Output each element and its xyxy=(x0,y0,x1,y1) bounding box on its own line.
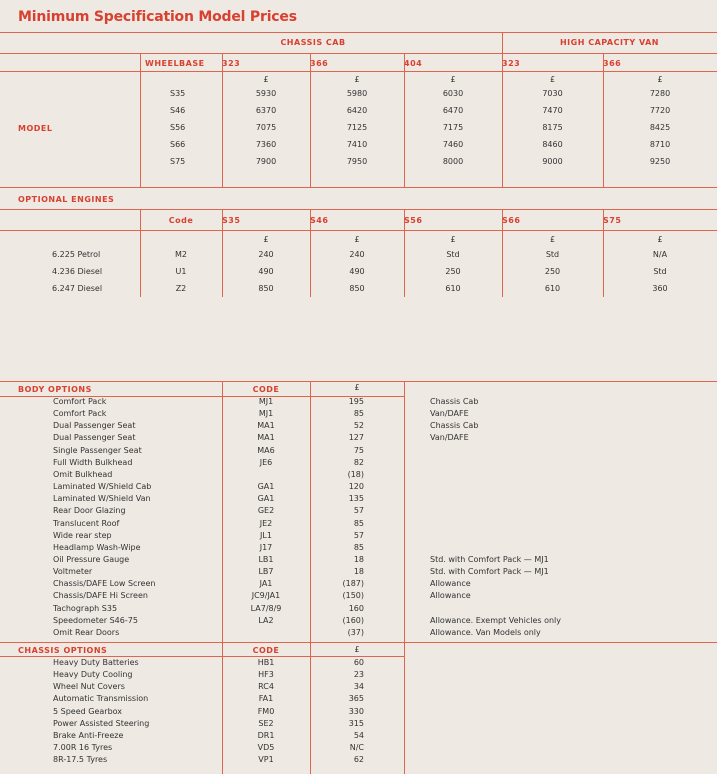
chassis-option-price: 34 xyxy=(353,682,364,692)
price-cell: 5980 xyxy=(346,89,368,98)
body-options-heading: BODY OPTIONS xyxy=(18,385,92,394)
body-option-code: GE2 xyxy=(257,506,275,516)
price-cell: 8460 xyxy=(542,140,563,149)
model-name: S66 xyxy=(170,140,186,149)
model-name: S46 xyxy=(170,106,186,115)
price-cell: 7410 xyxy=(346,140,368,149)
body-option-price: 52 xyxy=(353,421,364,431)
body-option-name: Comfort Pack xyxy=(53,409,107,419)
body-option-note: Std. with Comfort Pack — MJ1 xyxy=(430,554,549,564)
body-option-name: Comfort Pack xyxy=(53,397,107,406)
price-cell: 8000 xyxy=(442,157,464,166)
price-cell: 7280 xyxy=(649,89,671,98)
body-option-name: Chassis/DAFE Low Screen xyxy=(53,579,156,589)
price-cell: 7460 xyxy=(442,140,464,149)
body-option-code: MA1 xyxy=(257,421,275,431)
body-option-note: Std. with Comfort Pack — MJ1 xyxy=(430,567,549,577)
body-option-name: Tachograph S35 xyxy=(53,603,118,613)
body-option-note: Allowance xyxy=(430,579,471,589)
body-option-name: Dual Passenger Seat xyxy=(53,421,136,431)
body-option-note: Van/DAFE xyxy=(430,433,469,443)
engine-price-cell: 490 xyxy=(258,267,274,276)
body-option-price: 85 xyxy=(353,409,364,419)
body-option-note: Chassis Cab xyxy=(430,397,479,406)
body-option-name: Wide rear step xyxy=(53,530,112,540)
chassis-option-name: Heavy Duty Batteries xyxy=(53,658,139,667)
divider xyxy=(404,381,405,774)
currency-symbol: £ xyxy=(549,235,556,244)
body-option-price: 85 xyxy=(353,542,364,552)
currency-symbol: £ xyxy=(354,75,360,84)
engine-name: 6.247 Diesel xyxy=(52,284,103,293)
body-option-name: Headlamp Wash-Wipe xyxy=(53,542,141,552)
chassis-option-code: VP1 xyxy=(258,755,274,765)
wheelbase-column-header: 366 xyxy=(310,59,329,68)
engine-model-header: S35 xyxy=(222,216,241,225)
currency-symbol: £ xyxy=(450,75,456,84)
price-cell: 6370 xyxy=(255,106,277,115)
body-option-name: Dual Passenger Seat xyxy=(53,433,136,443)
chassis-option-code: SE2 xyxy=(258,718,274,728)
chassis-option-name: 5 Speed Gearbox xyxy=(53,706,123,716)
engine-price-cell: 850 xyxy=(258,284,274,293)
chassis-option-price: 315 xyxy=(348,718,364,728)
price-cell: 7900 xyxy=(255,157,277,166)
divider xyxy=(310,53,311,187)
body-option-code: MA6 xyxy=(257,445,275,455)
engine-model-header: S75 xyxy=(603,216,622,225)
body-option-name: Chassis/DAFE Hi Screen xyxy=(53,591,148,601)
engine-price-cell: 610 xyxy=(544,284,561,293)
chassis-options-heading: CHASSIS OPTIONS xyxy=(18,646,108,655)
wheelbase-column-header: 366 xyxy=(603,59,622,68)
chassis-option-code: FM0 xyxy=(257,706,275,716)
body-option-code: J17 xyxy=(259,542,273,552)
body-option-name: Voltmeter xyxy=(53,567,93,577)
engine-model-header: S46 xyxy=(310,216,329,225)
body-option-name: Laminated W/Shield Cab xyxy=(53,482,152,492)
chassis-option-name: Power Assisted Steering xyxy=(53,718,150,728)
price-cell: 6030 xyxy=(442,89,464,98)
engine-price-cell: 250 xyxy=(445,267,461,276)
body-option-name: Omit Bulkhead xyxy=(53,469,113,479)
body-option-price: (187) xyxy=(342,579,364,589)
engine-code: M2 xyxy=(175,250,187,259)
body-option-price: 57 xyxy=(353,530,364,540)
chassis-option-price: 54 xyxy=(353,730,364,740)
chassis-option-name: Wheel Nut Covers xyxy=(53,682,125,692)
price-cell: 7175 xyxy=(442,123,464,132)
engine-code-header: Code xyxy=(168,216,194,225)
chassis-option-code: VD5 xyxy=(257,743,275,753)
model-label: MODEL xyxy=(18,124,53,133)
engine-model-header: S56 xyxy=(404,216,423,225)
divider xyxy=(0,187,717,188)
chassis-option-code: HF3 xyxy=(258,670,274,680)
body-option-price: 160 xyxy=(348,603,364,613)
body-option-code: LB1 xyxy=(258,554,274,564)
body-option-note: Chassis Cab xyxy=(430,421,479,431)
price-cell: 7950 xyxy=(346,157,368,166)
divider xyxy=(0,656,404,657)
divider xyxy=(0,642,717,643)
price-cell: 9000 xyxy=(542,157,563,166)
price-cell: 7030 xyxy=(542,89,563,98)
price-cell: 6470 xyxy=(442,106,464,115)
chassis-option-price: 62 xyxy=(353,755,364,765)
currency-symbol: £ xyxy=(354,235,360,244)
body-option-name: Speedometer S46-75 xyxy=(53,615,138,625)
body-option-price: 195 xyxy=(348,397,364,406)
currency-symbol: £ xyxy=(549,75,556,84)
chassis-option-price: 23 xyxy=(353,670,364,680)
body-option-code: MJ1 xyxy=(258,397,274,406)
body-option-code: JA1 xyxy=(259,579,273,589)
body-option-code: JE2 xyxy=(259,518,273,528)
body-option-price: 57 xyxy=(353,506,364,516)
engine-price-cell: 360 xyxy=(652,284,668,293)
currency-symbol: £ xyxy=(657,235,663,244)
body-option-name: Single Passenger Seat xyxy=(53,445,142,455)
body-option-price: (150) xyxy=(342,591,364,601)
price-cell: 8425 xyxy=(649,123,671,132)
body-option-name: Full Width Bulkhead xyxy=(53,457,133,467)
high-capacity-van-header: HIGH CAPACITY VAN xyxy=(559,38,660,47)
chassis-option-code: DR1 xyxy=(257,730,275,740)
body-option-price: 18 xyxy=(353,554,364,564)
body-option-note: Allowance. Van Models only xyxy=(430,627,541,637)
divider xyxy=(0,32,717,33)
divider xyxy=(0,71,717,72)
engine-price-cell: N/A xyxy=(652,250,668,259)
chassis-cab-header: CHASSIS CAB xyxy=(280,38,346,47)
wheelbase-column-header: 323 xyxy=(222,59,241,68)
price-cell: 6420 xyxy=(346,106,368,115)
divider xyxy=(0,209,717,210)
price-cell: 7125 xyxy=(346,123,368,132)
divider xyxy=(0,230,717,231)
chassis-option-price: 365 xyxy=(348,694,364,704)
engine-price-cell: 240 xyxy=(258,250,274,259)
body-option-code: LB7 xyxy=(258,567,274,577)
wheelbase-column-header: 404 xyxy=(404,59,423,68)
wheelbase-label: WHEELBASE xyxy=(145,59,205,68)
chassis-option-name: Brake Anti-Freeze xyxy=(53,730,124,740)
price-cell: 5930 xyxy=(255,89,277,98)
currency-symbol: £ xyxy=(263,75,269,84)
body-option-price: 85 xyxy=(353,518,364,528)
body-option-name: Oil Pressure Gauge xyxy=(53,554,130,564)
body-option-code: JE6 xyxy=(259,457,273,467)
divider xyxy=(404,53,405,187)
body-option-price: (37) xyxy=(347,627,364,637)
chassis-option-price: 330 xyxy=(348,706,364,716)
body-option-name: Rear Door Glazing xyxy=(53,506,126,516)
chassis-option-code: FA1 xyxy=(258,694,274,704)
engine-price-cell: 490 xyxy=(349,267,365,276)
body-option-price: 82 xyxy=(353,457,364,467)
divider xyxy=(140,53,141,187)
chassis-option-price: N/C xyxy=(349,743,364,753)
body-option-price: 18 xyxy=(353,567,364,577)
model-name: S75 xyxy=(170,157,186,166)
body-option-note: Allowance. Exempt Vehicles only xyxy=(430,615,561,625)
chassis-option-code: RC4 xyxy=(258,682,274,692)
body-option-price: 127 xyxy=(348,433,364,443)
body-option-name: Translucent Roof xyxy=(53,518,120,528)
body-option-name: Laminated W/Shield Van xyxy=(53,494,151,504)
body-option-price: (160) xyxy=(342,615,364,625)
engine-price-cell: 850 xyxy=(349,284,365,293)
body-option-note: Allowance xyxy=(430,591,471,601)
price-cell: 7470 xyxy=(542,106,563,115)
divider xyxy=(603,53,604,187)
body-option-price: 135 xyxy=(348,494,364,504)
chassis-option-name: Heavy Duty Cooling xyxy=(53,670,133,680)
body-option-code: LA2 xyxy=(258,615,274,625)
wheelbase-column-header: 323 xyxy=(502,59,521,68)
price-cell: 7720 xyxy=(649,106,671,115)
body-option-price: 75 xyxy=(353,445,364,455)
chassis-option-name: 8R-17.5 Tyres xyxy=(53,755,108,765)
body-option-code: GA1 xyxy=(257,482,275,492)
divider xyxy=(0,381,717,382)
body-option-price: 120 xyxy=(348,482,364,492)
optional-engines-heading: OPTIONAL ENGINES xyxy=(18,195,115,204)
engine-name: 4.236 Diesel xyxy=(52,267,103,276)
price-cell: 9250 xyxy=(649,157,671,166)
chassis-code-header: CODE xyxy=(252,646,280,655)
body-option-price: (18) xyxy=(347,469,364,479)
engine-price-cell: Std xyxy=(545,250,560,259)
chassis-currency: £ xyxy=(354,645,360,654)
body-option-name: Omit Rear Doors xyxy=(53,627,120,637)
currency-symbol: £ xyxy=(450,235,456,244)
chassis-option-price: 60 xyxy=(353,658,364,667)
divider xyxy=(0,53,717,54)
price-cell: 7360 xyxy=(255,140,277,149)
body-code-header: CODE xyxy=(252,385,280,394)
chassis-option-name: Automatic Transmission xyxy=(53,694,149,704)
body-option-code: LA7/8/9 xyxy=(250,603,282,613)
engine-code: Z2 xyxy=(175,284,187,293)
price-cell: 7075 xyxy=(255,123,277,132)
model-name: S56 xyxy=(170,123,186,132)
engine-price-cell: 250 xyxy=(544,267,561,276)
body-option-code: MA1 xyxy=(257,433,275,443)
chassis-option-name: 7.00R 16 Tyres xyxy=(53,743,113,753)
model-name: S35 xyxy=(170,89,186,98)
engine-code: U1 xyxy=(175,267,187,276)
body-currency: £ xyxy=(354,383,360,392)
body-option-code: MJ1 xyxy=(258,409,274,419)
body-option-note: Van/DAFE xyxy=(430,409,469,419)
currency-symbol: £ xyxy=(263,235,269,244)
body-option-code: JC9/JA1 xyxy=(251,591,281,601)
engine-price-cell: 240 xyxy=(349,250,365,259)
engine-price-cell: Std xyxy=(653,267,667,276)
page-title: Minimum Specification Model Prices xyxy=(18,9,297,25)
engine-price-cell: 610 xyxy=(445,284,461,293)
body-option-code: JL1 xyxy=(260,530,272,540)
engine-price-cell: Std xyxy=(446,250,460,259)
divider xyxy=(222,53,223,187)
body-option-code: GA1 xyxy=(257,494,275,504)
currency-symbol: £ xyxy=(657,75,663,84)
engine-name: 6.225 Petrol xyxy=(52,250,101,259)
engine-model-header: S66 xyxy=(502,216,521,225)
chassis-option-code: HB1 xyxy=(257,658,275,667)
price-cell: 8175 xyxy=(542,123,563,132)
price-cell: 8710 xyxy=(649,140,671,149)
